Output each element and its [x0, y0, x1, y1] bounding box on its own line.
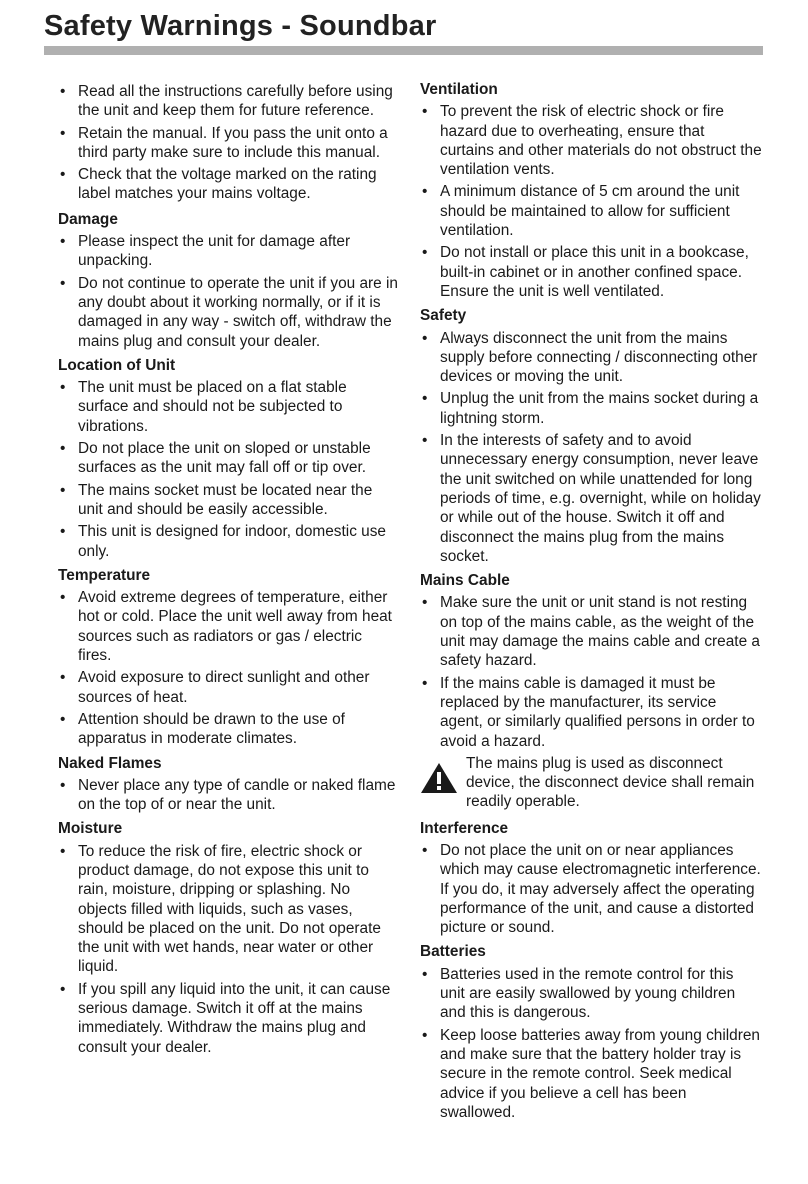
section-heading: Batteries — [420, 943, 486, 961]
section-mains-cable — [420, 571, 762, 812]
list-item: • Unplug the unit from the mains socket during a lightning storm. — [420, 389, 762, 428]
section-moisture — [58, 819, 398, 1057]
list-item: • Do not install or place this unit in a bookcase, built-in cabinet or in another confined space. Ensure the unit is well ventilated. — [420, 243, 762, 301]
list-item: • Please inspect the unit for damage after unpacking. — [58, 232, 398, 271]
left-column — [58, 80, 398, 1062]
list-item: • If the mains cable is damaged it must be replaced by the manufacturer, its service agent, or similarly qualified persons in order to avoid a hazard. — [420, 674, 762, 751]
section-heading: Ventilation — [420, 81, 498, 98]
page-title: Safety Warnings - Soundbar — [44, 10, 437, 42]
section-naked-flames — [58, 754, 398, 815]
section-safety — [420, 306, 762, 566]
list-item: • Retain the manual. If you pass the unit onto a third party make sure to include this manual. — [58, 124, 398, 163]
list-item: • The unit must be placed on a flat stable surface and should not be subjected to vibrations. — [58, 378, 398, 436]
section-heading: Mains Cable — [420, 572, 510, 590]
right-column — [420, 80, 762, 1127]
list-item: • Avoid exposure to direct sunlight and other sources of heat. — [58, 668, 398, 707]
list-item: • To prevent the risk of electric shock or fire hazard due to overheating, ensure that curtains and other materials do not obstruct the ventilation vents. — [420, 102, 762, 179]
section-heading: Moisture — [58, 820, 123, 838]
list-item: • Do not place the unit on or near appliances which may cause electromagnetic interference. If you do, it may adversely affect the operating performance of the unit, and cause a distorted picture or sound. — [420, 841, 762, 937]
list-item: • Check that the voltage marked on the rating label matches your mains voltage. — [58, 165, 398, 204]
warning-note — [420, 754, 762, 812]
section-heading: Damage — [58, 210, 118, 228]
title-rule — [44, 46, 763, 55]
list-item: • A minimum distance of 5 cm around the unit should be maintained to allow for sufficient ventilation. — [420, 182, 762, 240]
list-item: • Read all the instructions carefully before using the unit and keep them for future reference. — [58, 82, 398, 121]
list-item: • This unit is designed for indoor, domestic use only. — [58, 522, 398, 561]
section-heading: Naked Flames — [58, 754, 162, 772]
section-batteries — [420, 942, 762, 1122]
section-interference — [420, 819, 762, 938]
list-item: • To reduce the risk of fire, electric shock or product damage, do not expose this unit to rain, moisture, dripping or splashing. No objects filled with liquids, such as vases, should be placed on the unit. Do not operate the unit with wet hands, near water or other liquid. — [58, 842, 398, 977]
list-item: • The mains socket must be located near the unit and should be easily accessible. — [58, 481, 398, 520]
section-heading: Safety — [420, 307, 467, 325]
list-item: • Make sure the unit or unit stand is not resting on top of the mains cable, as the weight of the unit may damage the mains cable and create a safety hazard. — [420, 593, 762, 670]
list-item: • Attention should be drawn to the use of apparatus in moderate climates. — [58, 710, 398, 749]
warning-triangle-icon — [420, 762, 458, 794]
list-item: • Do not place the unit on sloped or unstable surfaces as the unit may fall off or tip over. — [58, 439, 398, 478]
list-item: • Do not continue to operate the unit if you are in any doubt about it working normally, or if it is damaged in any way - switch off, withdraw the mains plug and consult your dealer. — [58, 274, 398, 351]
list-item: • Never place any type of candle or naked flame on the top of or near the unit. — [58, 776, 398, 815]
list-item: • Keep loose batteries away from young children and make sure that the battery holder tray is secure in the remote control. Seek medical advice if you believe a cell has been swallowed. — [420, 1026, 762, 1122]
section-ventilation — [420, 80, 762, 301]
list-item: • In the interests of safety and to avoid unnecessary energy consumption, never leave the unit switched on while unattended for long periods of time, e.g. overnight, while on holiday or while out of the house. Switch it off and disconnect the mains plug from the mains socket. — [420, 431, 762, 566]
list-item: • Avoid extreme degrees of temperature, either hot or cold. Place the unit well away from heat sources such as radiators or gas / electric fires. — [58, 588, 398, 665]
warning-text: The mains plug is used as disconnect device, the disconnect device shall remain readily operable. — [466, 754, 755, 811]
section-heading: Interference — [420, 819, 509, 837]
intro-list — [58, 82, 398, 204]
section-location — [58, 356, 398, 561]
section-heading: Temperature — [58, 566, 151, 584]
list-item: • If you spill any liquid into the unit, it can cause serious damage. Switch it off at the mains immediately. Withdraw the mains plug and consult your dealer. — [58, 980, 398, 1057]
section-temperature — [58, 566, 398, 749]
section-heading: Location of Unit — [58, 356, 176, 374]
list-item: • Always disconnect the unit from the mains supply before connecting / disconnecting other devices or moving the unit. — [420, 329, 762, 387]
list-item: • Batteries used in the remote control for this unit are easily swallowed by young children and this is dangerous. — [420, 965, 762, 1023]
section-damage — [58, 210, 398, 351]
